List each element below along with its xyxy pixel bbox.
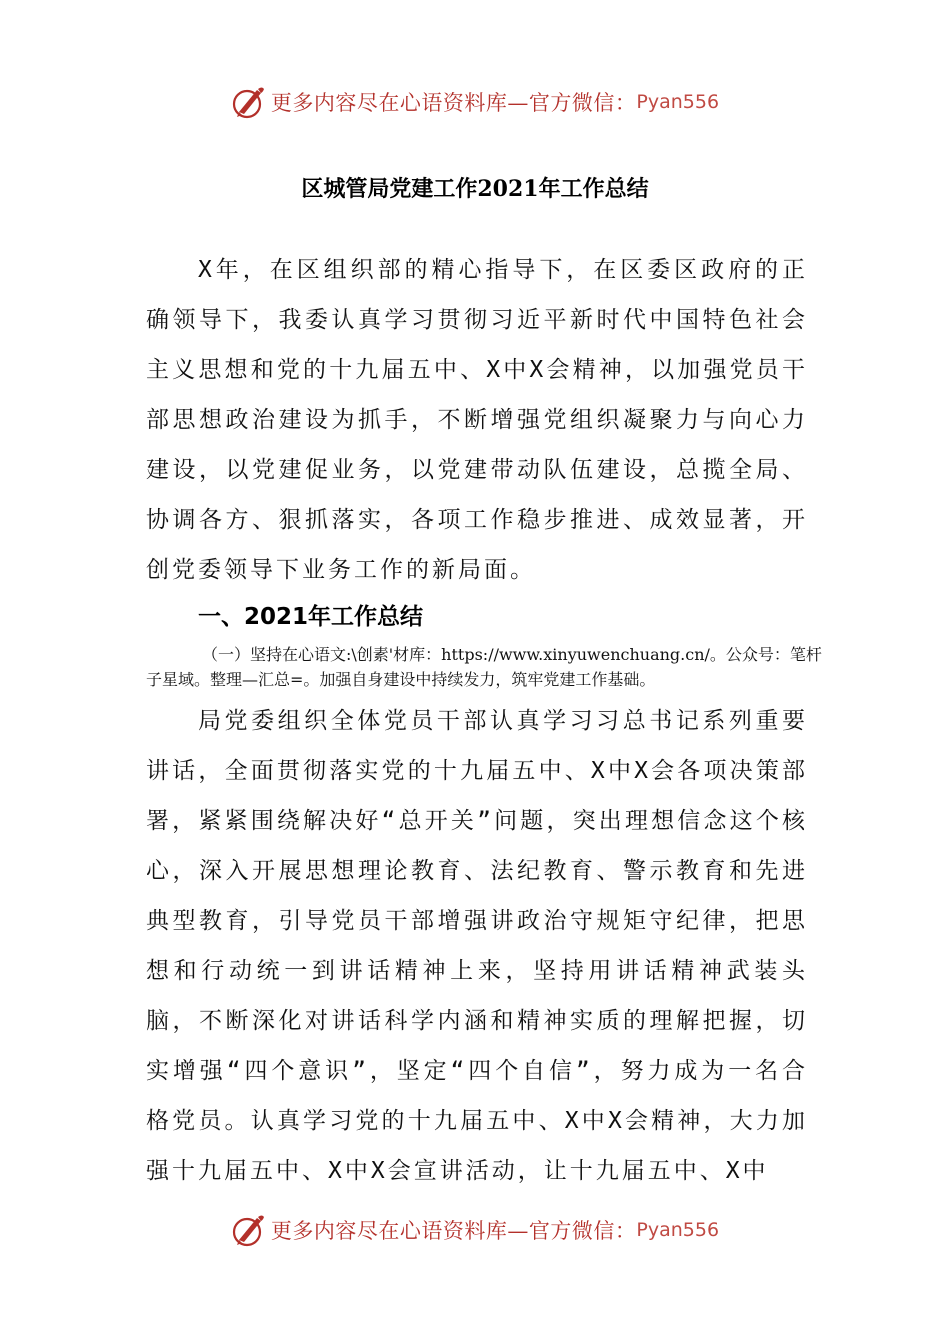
watermark-text: 更多内容尽在心语资料库—官方微信： bbox=[270, 1219, 637, 1243]
watermark-wechat-id: Pyan556 bbox=[636, 1219, 720, 1241]
intro-paragraph: X年，在区组织部的精心指导下，在区委区政府的正确领导下，我委认真学习贯彻习近平新时代中国特色社会主义思想和党的十九届五中、X中X会精神，以加强党员干部思想政治建设为抓手，不断增强党组织凝聚力与向心力建设，以党建促业务，以党建带动队伍建设，总揽全局、协调各方、狠抓落实，各项工作稳步推进、成效显著，开创党委领导下业务工作的新局面。 bbox=[146, 257, 808, 583]
watermark-text: 更多内容尽在心语资料库—官方微信： bbox=[270, 91, 637, 115]
watermark-wechat-id: Pyan556 bbox=[636, 91, 720, 113]
subsection-heading-with-source: （一）坚持在心语文:\创素'材库：https://www.xinyuwenchuang.cn/。公众号：笔杆子星域。整理—汇总=。加强自身建设中持续发力，筑牢党建工作基础。 bbox=[146, 645, 822, 689]
pen-logo-icon bbox=[231, 84, 267, 120]
header-watermark-banner bbox=[0, 80, 950, 124]
footer-watermark-banner bbox=[0, 1208, 950, 1252]
document-title: 区城管局党建工作2021年工作总结 bbox=[301, 176, 649, 202]
body-paragraph: 局党委组织全体党员干部认真学习习总书记系列重要讲话，全面贯彻落实党的十九届五中、X中X会各项决策部署，紧紧围绕解决好“总开关”问题，突出理想信念这个核心，深入开展思想理论教育、法纪教育、警示教育和先进典型教育，引导党员干部增强讲政治守规矩守纪律，把思想和行动统一到讲话精神上来，坚持用讲话精神武装头脑，不断深化对讲话科学内涵和精神实质的理解把握，切实增强“四个意识”，坚定“四个自信”，努力成为一名合格党员。认真学习党的十九届五中、X中X会精神，大力加强十九届五中、X中X会宣讲活动，让十九届五中、X中 bbox=[146, 708, 808, 1184]
section-heading: 一、2021年工作总结 bbox=[198, 604, 424, 630]
pen-logo-icon bbox=[231, 1212, 267, 1248]
